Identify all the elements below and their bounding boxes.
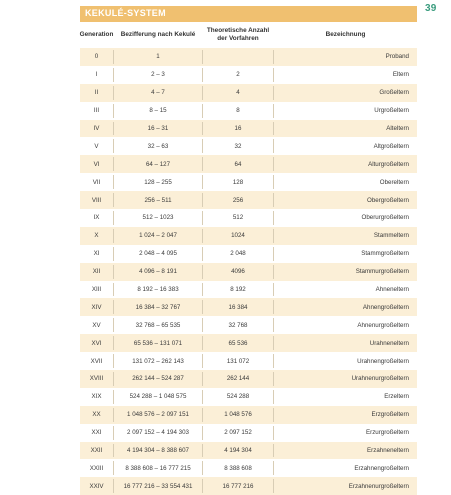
cell-anzahl: 1 048 576 (224, 411, 252, 419)
column-divider (273, 139, 274, 153)
table-row (80, 334, 417, 352)
cell-bezeichnung: Eltern (392, 71, 409, 79)
cell-bezeichnung: Alteltern (386, 125, 409, 132)
column-divider (273, 461, 274, 475)
column-divider (113, 247, 114, 261)
column-divider (273, 50, 274, 64)
column-divider (113, 461, 114, 475)
column-divider (273, 372, 274, 386)
column-divider (202, 318, 203, 332)
table-row (80, 137, 417, 155)
cell-anzahl: 2 097 152 (224, 429, 252, 437)
cell-bezifferung: 64 – 127 (145, 160, 171, 168)
cell-anzahl: 32 (234, 142, 242, 150)
column-divider (113, 139, 114, 153)
cell-bezeichnung: Erzahneneltern (367, 447, 409, 455)
column-divider (273, 354, 274, 368)
column-divider (273, 283, 274, 297)
cell-anzahl: 2 (236, 71, 240, 79)
table-row (80, 84, 417, 102)
table-row (80, 209, 417, 227)
column-divider (113, 372, 114, 386)
column-divider (202, 157, 203, 171)
cell-generation: II (94, 89, 99, 97)
cell-bezeichnung: Alturgroßeltern (368, 160, 409, 168)
cell-bezeichnung: Urahnengroßeltern (357, 357, 409, 365)
table-row (80, 424, 417, 442)
column-divider (202, 283, 203, 297)
cell-bezifferung: 32 – 63 (147, 142, 169, 150)
cell-bezifferung: 131 072 – 262 143 (132, 357, 184, 365)
cell-generation: I (95, 71, 98, 79)
cell-generation: XIII (91, 286, 102, 294)
cell-bezifferung: 8 – 15 (149, 107, 167, 115)
cell-bezifferung: 32 768 – 65 535 (135, 321, 181, 329)
column-divider (273, 265, 274, 279)
cell-bezeichnung: Urahneneltern (369, 339, 409, 347)
cell-bezifferung: 65 536 – 131 071 (133, 339, 183, 347)
cell-anzahl: 16 384 (228, 303, 248, 311)
cell-bezifferung: 16 – 31 (147, 125, 169, 132)
cell-generation: X (94, 232, 99, 240)
cell-generation: 0 (94, 53, 99, 61)
cell-anzahl: 262 144 (226, 375, 250, 383)
column-divider (273, 122, 274, 136)
cell-bezifferung: 4 – 7 (151, 89, 165, 97)
table-row (80, 245, 417, 263)
cell-generation: III (93, 107, 100, 115)
cell-bezifferung: 2 097 152 – 4 194 303 (127, 429, 189, 437)
column-divider (202, 122, 203, 136)
table-row (80, 370, 417, 388)
cell-anzahl: 4 194 304 (224, 447, 252, 455)
column-divider (113, 211, 114, 225)
cell-bezeichnung: Erzurgroßeltern (366, 429, 409, 437)
cell-generation: XXI (91, 429, 102, 437)
cell-bezeichnung: Proband (385, 53, 409, 61)
column-divider (202, 229, 203, 243)
table-title: KEKULÉ-SYSTEM (85, 8, 166, 18)
cell-anzahl: 8 (236, 107, 240, 115)
cell-anzahl: 1024 (231, 232, 245, 240)
column-divider (273, 300, 274, 314)
column-divider (273, 408, 274, 422)
column-divider (273, 318, 274, 332)
cell-anzahl: 131 072 (226, 357, 250, 365)
cell-bezeichnung: Stammeltern (373, 232, 409, 240)
cell-generation: XVIII (89, 375, 104, 383)
column-divider (202, 336, 203, 350)
cell-generation: XIX (91, 393, 102, 401)
cell-anzahl: 16 777 216 (222, 482, 254, 490)
cell-bezeichnung: Stammurgroßeltern (355, 268, 409, 276)
table-row (80, 173, 417, 191)
cell-generation: XVII (90, 357, 103, 365)
column-divider (202, 372, 203, 386)
cell-bezeichnung: Urahnenurgroßeltern (351, 375, 409, 383)
cell-generation: XXIV (89, 482, 104, 490)
table-row (80, 316, 417, 334)
column-divider (113, 318, 114, 332)
cell-bezifferung: 2 – 3 (151, 71, 165, 79)
column-divider (113, 157, 114, 171)
cell-bezifferung: 262 144 – 524 287 (132, 375, 184, 383)
cell-bezifferung: 1 (156, 53, 160, 61)
column-divider (113, 175, 114, 189)
column-divider (202, 211, 203, 225)
column-divider (273, 211, 274, 225)
column-divider (273, 68, 274, 82)
column-divider (273, 426, 274, 440)
table-row (80, 66, 417, 84)
cell-anzahl: 2 048 (230, 250, 246, 258)
cell-anzahl: 524 288 (226, 393, 250, 401)
column-divider (273, 336, 274, 350)
header-anzahl: Theoretische Anzahl der Vorfahren (206, 27, 270, 42)
column-divider (113, 283, 114, 297)
column-divider (202, 408, 203, 422)
column-divider (273, 479, 274, 493)
cell-bezeichnung: Obergroßeltern (367, 196, 409, 204)
column-divider (202, 354, 203, 368)
cell-bezeichnung: Stammgroßeltern (361, 250, 409, 258)
table-row (80, 227, 417, 245)
table-row (80, 281, 417, 299)
cell-generation: IX (93, 214, 100, 222)
table-header (80, 24, 417, 46)
cell-bezeichnung: Erzeltern (384, 393, 409, 401)
cell-bezifferung: 8 192 – 16 383 (137, 286, 179, 294)
column-divider (202, 68, 203, 82)
cell-bezifferung: 2 048 – 4 095 (139, 250, 177, 258)
column-divider (113, 68, 114, 82)
cell-anzahl: 65 536 (228, 339, 248, 347)
column-divider (273, 390, 274, 404)
column-divider (202, 426, 203, 440)
cell-bezeichnung: Erzahnengroßeltern (354, 464, 409, 472)
cell-bezifferung: 1 024 – 2 047 (139, 232, 177, 240)
cell-bezifferung: 256 – 511 (144, 196, 172, 204)
cell-bezifferung: 4 096 – 8 191 (139, 268, 177, 276)
table-row (80, 406, 417, 424)
cell-bezeichnung: Urgroßeltern (374, 107, 409, 115)
cell-bezifferung: 1 048 576 – 2 097 151 (127, 411, 189, 419)
table-row (80, 191, 417, 209)
column-divider (202, 175, 203, 189)
column-divider (113, 122, 114, 136)
cell-generation: V (94, 142, 99, 150)
cell-generation: XII (92, 268, 101, 276)
table-body (80, 48, 417, 495)
column-divider (273, 104, 274, 118)
cell-bezeichnung: Erzahnenurgroßeltern (348, 482, 409, 490)
cell-anzahl: 8 192 (230, 286, 246, 294)
column-divider (113, 193, 114, 207)
column-divider (113, 265, 114, 279)
cell-anzahl: 32 768 (228, 321, 248, 329)
column-divider (113, 50, 114, 64)
column-divider (273, 193, 274, 207)
cell-generation: XVI (91, 339, 102, 347)
table-row (80, 388, 417, 406)
cell-anzahl: 64 (234, 160, 242, 168)
cell-anzahl: 4096 (231, 268, 245, 276)
cell-generation: XXIII (89, 464, 104, 472)
column-divider (113, 86, 114, 100)
cell-anzahl: 512 (232, 214, 244, 222)
column-divider (113, 479, 114, 493)
column-divider (113, 390, 114, 404)
cell-bezeichnung: Oberurgroßeltern (361, 214, 409, 222)
column-divider (113, 300, 114, 314)
column-divider (113, 229, 114, 243)
column-divider (202, 265, 203, 279)
column-divider (202, 390, 203, 404)
cell-generation: IV (93, 125, 100, 132)
cell-anzahl: 16 (234, 125, 242, 132)
table-row (80, 263, 417, 281)
column-divider (202, 139, 203, 153)
cell-bezifferung: 128 – 255 (144, 178, 172, 186)
cell-bezeichnung: Ahnenurgroßeltern (357, 321, 409, 329)
column-divider (202, 479, 203, 493)
table-row (80, 102, 417, 120)
cell-anzahl: 128 (232, 178, 244, 186)
table-row (80, 155, 417, 173)
cell-generation: XIV (91, 303, 102, 311)
table-row (80, 459, 417, 477)
page-number: 39 (425, 3, 437, 14)
cell-bezeichnung: Erzgroßeltern (371, 411, 409, 419)
column-divider (202, 300, 203, 314)
column-divider (113, 408, 114, 422)
cell-bezifferung: 524 288 – 1 048 575 (129, 393, 187, 401)
cell-generation: XXII (90, 447, 103, 455)
column-divider (273, 175, 274, 189)
table-row (80, 298, 417, 316)
cell-bezeichnung: Ahneneltern (375, 286, 409, 294)
column-divider (113, 336, 114, 350)
cell-anzahl: 8 388 608 (224, 464, 252, 472)
cell-bezifferung: 4 194 304 – 8 388 607 (127, 447, 189, 455)
table-row (80, 352, 417, 370)
cell-bezifferung: 8 388 608 – 16 777 215 (125, 464, 191, 472)
cell-bezeichnung: Großeltern (379, 89, 409, 97)
column-divider (113, 354, 114, 368)
cell-anzahl: 4 (236, 89, 240, 97)
cell-bezeichnung: Ahnengroßeltern (362, 303, 409, 311)
column-divider (273, 157, 274, 171)
cell-generation: VIII (91, 196, 102, 204)
cell-anzahl (203, 48, 273, 66)
table-row (80, 120, 417, 138)
column-divider (202, 193, 203, 207)
column-divider (273, 86, 274, 100)
cell-generation: XV (92, 321, 101, 329)
column-divider (202, 247, 203, 261)
cell-bezeichnung: Altgroßeltern (373, 142, 409, 150)
cell-generation: VII (92, 178, 101, 186)
cell-generation: XI (93, 250, 100, 258)
column-divider (273, 247, 274, 261)
cell-bezifferung: 16 777 216 – 33 554 431 (123, 482, 193, 490)
column-divider (202, 104, 203, 118)
table-row (80, 477, 417, 495)
header-generation: Generation (79, 31, 114, 39)
cell-bezifferung: 16 384 – 32 767 (135, 303, 181, 311)
cell-generation: XX (92, 411, 101, 419)
column-divider (273, 229, 274, 243)
column-divider (202, 50, 203, 64)
column-divider (202, 461, 203, 475)
table-title-bar (80, 6, 417, 22)
header-bezeichnung: Bezeichnung (325, 31, 366, 39)
column-divider (113, 104, 114, 118)
cell-bezifferung: 512 – 1023 (142, 214, 174, 222)
cell-bezeichnung: Obereltern (379, 178, 409, 186)
header-bezifferung: Bezifferung nach Kekulé (120, 31, 196, 39)
cell-generation: VI (93, 160, 100, 168)
table-row (80, 48, 417, 66)
column-divider (202, 86, 203, 100)
column-divider (113, 426, 114, 440)
cell-anzahl: 256 (232, 196, 244, 204)
